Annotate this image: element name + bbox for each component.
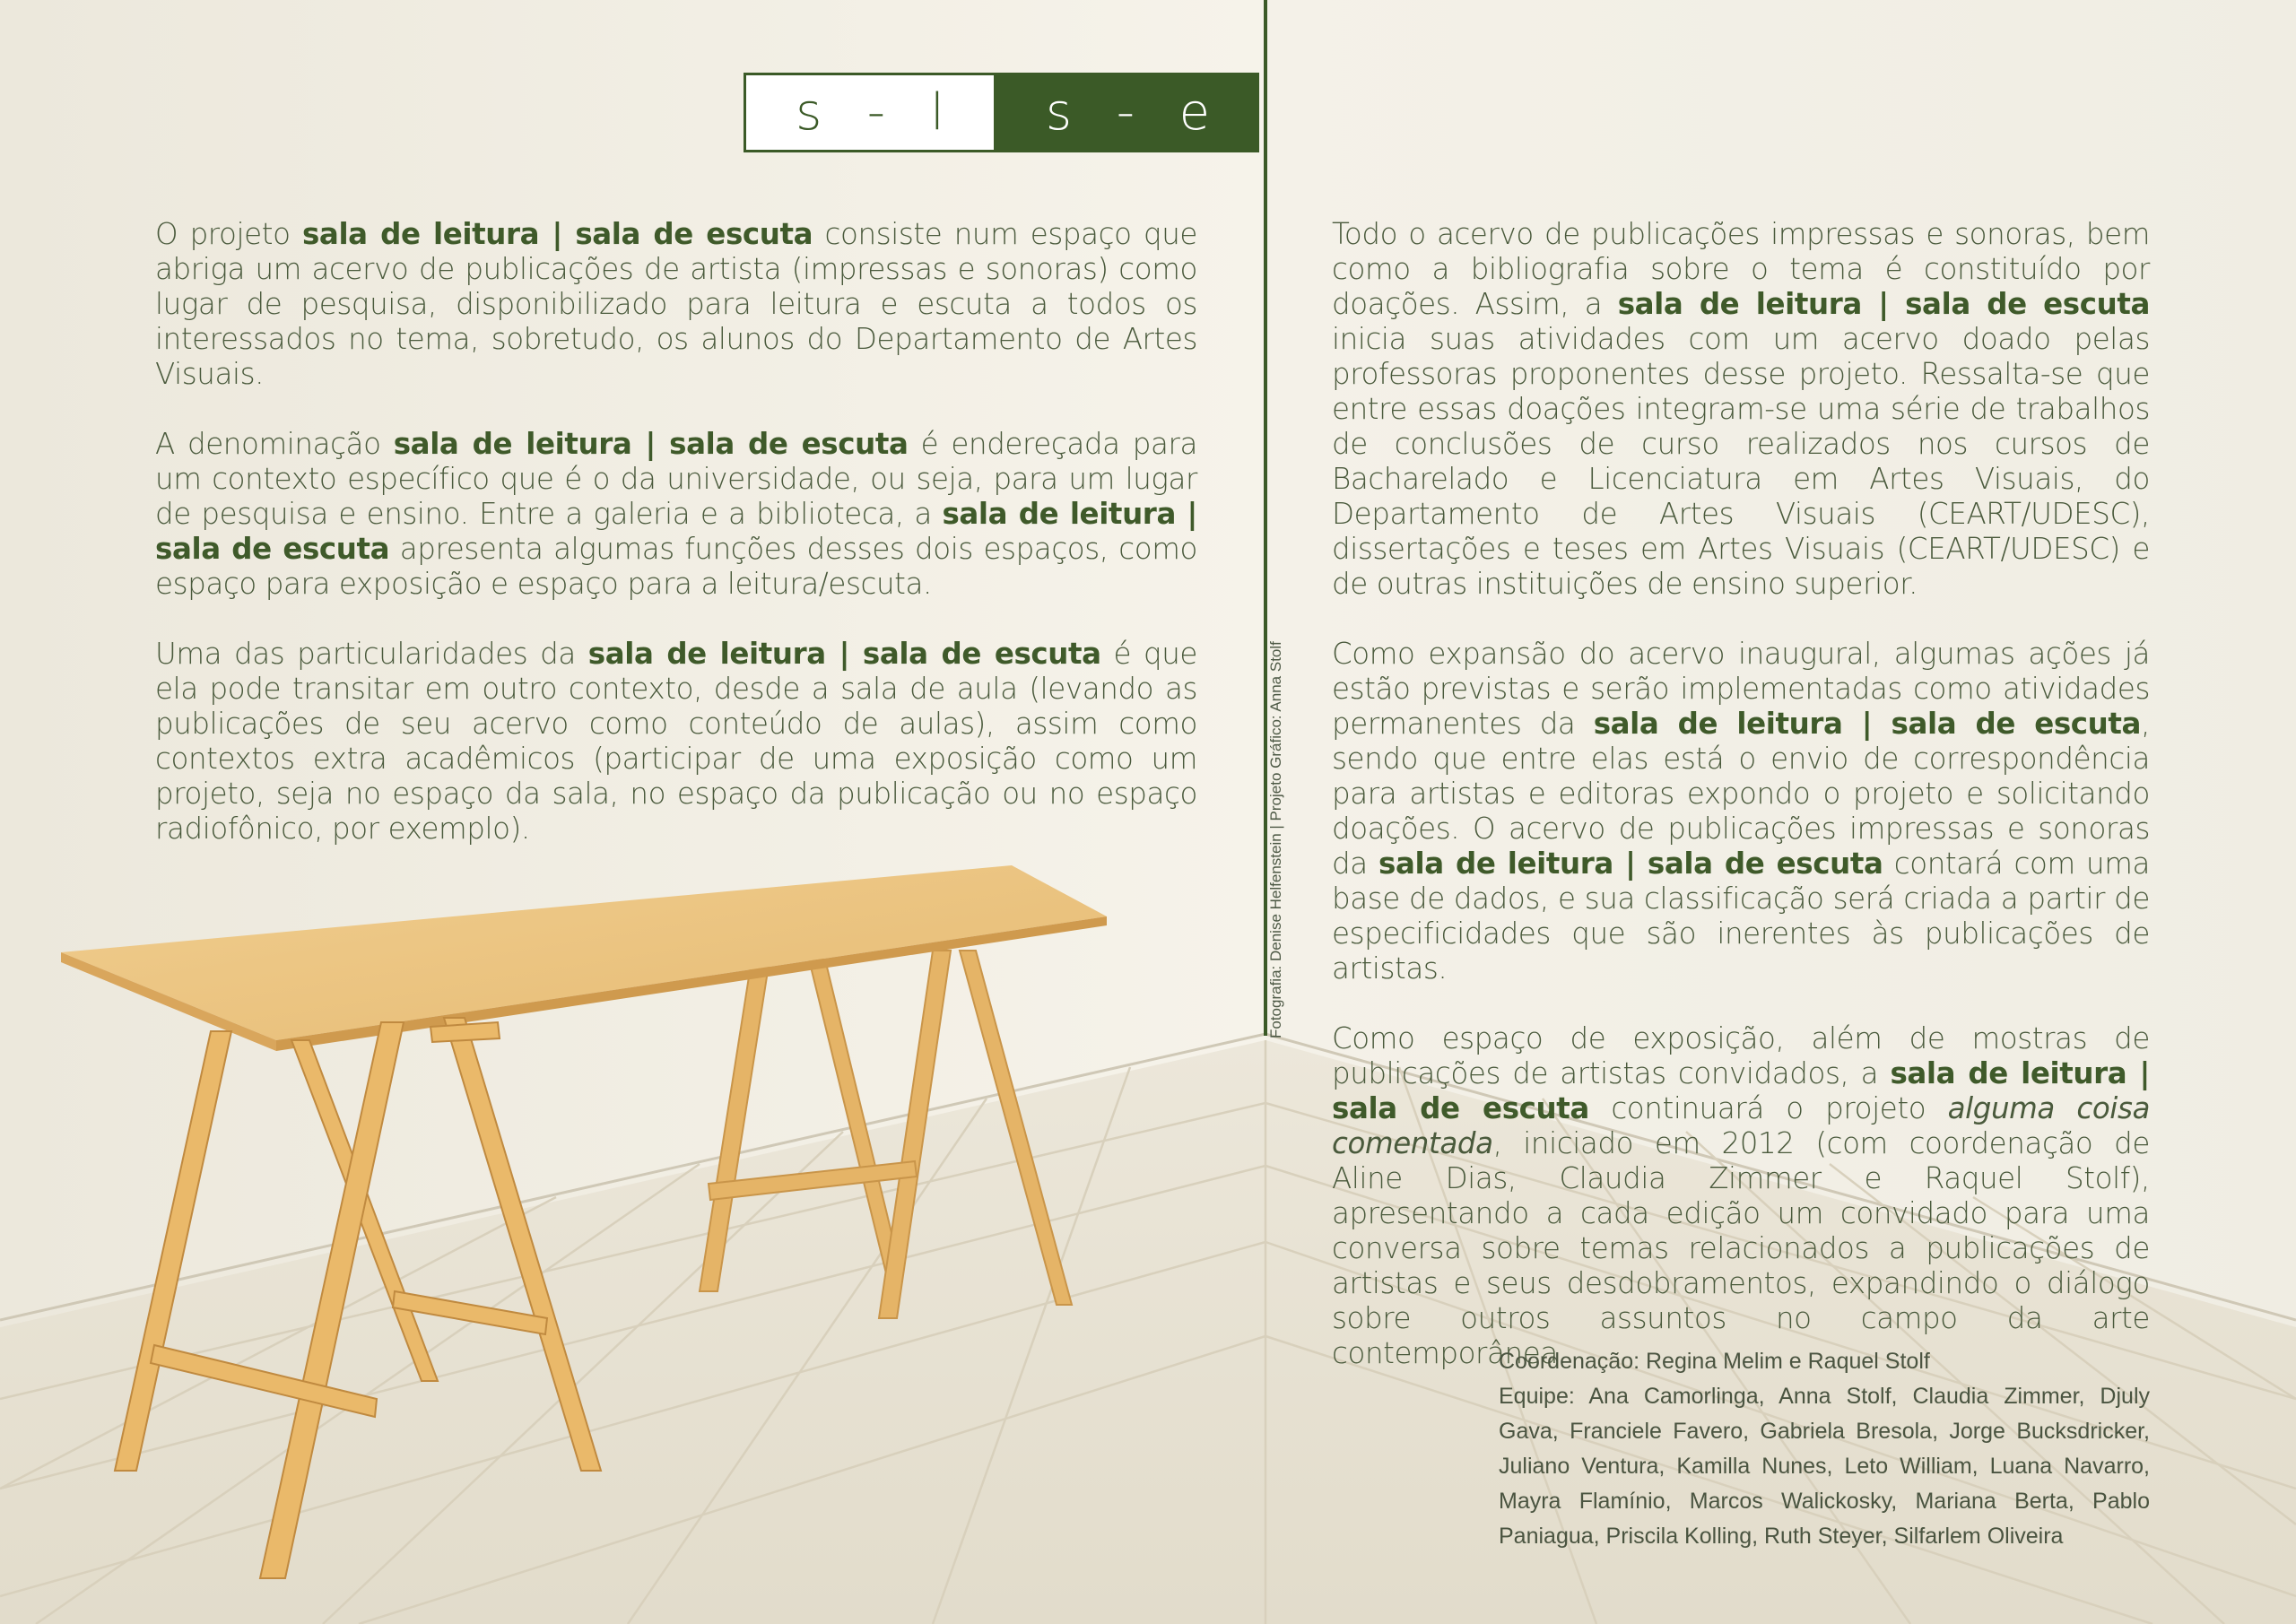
photo-credit: Fotografia: Denise Helfenstein | Projeto Gráfico: Anna Stolf [1267,641,1284,1038]
logo-letter: e [1178,83,1211,142]
logo-letter: - [1116,83,1135,142]
left-column [155,217,1197,881]
right-column [1332,217,2150,1406]
logo-letter: s [796,83,822,142]
left-paragraph-2: A denominação sala de leitura | sala de escuta é endereçada para um contexto específico que é o da universidade, ou seja, para um lugar de pesquisa e ensino. Entre a galeria e a biblioteca, a sala de leitura | sala de escuta apresenta algumas funções desses dois espaços, como espaço para exposição e espaço para a leitura/escuta. [155,427,1197,601]
logo-sl [744,73,996,152]
right-paragraph-1: Todo o acervo de publicações impressas e sonoras, bem como a bibliografia sobre o tema é constituído por doações. Assim, a sala de leitura | sala de escuta inicia suas atividades com um acervo doado pelas professoras proponentes desse projeto. Ressalta-se que entre essas doações integram-se uma série de trabalhos de conclusões de curso realizados nos cursos de Bacharelado e Licenciatura em Artes Visuais, do Departamento de Artes Visuais (CEART/UDESC), dissertações e teses em Artes Visuais (CEART/UDESC) e de outras instituições de ensino superior. [1332,217,2150,601]
coordination-line: Coordenação: Regina Melim e Raquel Stolf [1499,1349,1930,1374]
left-paragraph-3: Uma das particularidades da sala de leitura | sala de escuta é que ela pode transitar em outro contexto, desde a sala de aula (levando as publicações de seu acervo como conteúdo de aulas), assim como contextos extra acadêmicos (participar de uma exposição como um projeto, seja no espaço da sala, no espaço da publicação ou no espaço radiofônico, por exemplo). [155,637,1197,846]
team-credits [1499,1344,2150,1554]
right-paragraph-2: Como expansão do acervo inaugural, algumas ações já estão previstas e serão implementadas como atividades permanentes da sala de leitura | sala de escuta, sendo que entre elas está o envio de correspondência para artistas e editoras expondo o projeto e solicitando doações. O acervo de publicações impressas e sonoras da sala de leitura | sala de escuta contará com uma base de dados, e sua classificação será criada a partir de especificidades que são inerentes às publicações de artistas. [1332,637,2151,986]
logo-letter: s [1045,83,1073,142]
team-list: Equipe: Ana Camorlinga, Anna Stolf, Claudia Zimmer, Djuly Gava, Franciele Favero, Gabriela Bresola, Jorge Bucksdricker, Juliano Ventura, Kamilla Nunes, Leto William, Luana Navarro, Mayra Flamínio, Marcos Walickosky, Mariana Berta, Pablo Paniagua, Priscila Kolling, Ruth Steyer, Silfarlem Oliveira [1499,1384,2150,1549]
sl-se-logo [744,73,1259,152]
left-paragraph-1: O projeto sala de leitura | sala de escuta consiste num espaço que abriga um acervo de publicações de artista (impressas e sonoras) como lugar de pesquisa, disponibilizado para leitura e escuta a todos os interessados no tema, sobretudo, os alunos do Departamento de Artes Visuais. [155,217,1197,391]
right-paragraph-3: Como espaço de exposição, além de mostras de publicações de artistas convidados, a sala de leitura | sala de escuta continuará o projeto alguma coisa comentada, iniciado em 2012 (com coordenação de Aline Dias, Claudia Zimmer e Raquel Stolf), apresentando a cada edição um convidado para uma conversa sobre temas relacionados a publicações de artistas e seus desdobramentos, expandindo o diálogo sobre outros assuntos no campo da arte contemporânea. [1332,1021,2151,1370]
logo-letter: - [866,83,885,142]
logo-letter: l [930,83,944,142]
logo-se [996,73,1259,152]
